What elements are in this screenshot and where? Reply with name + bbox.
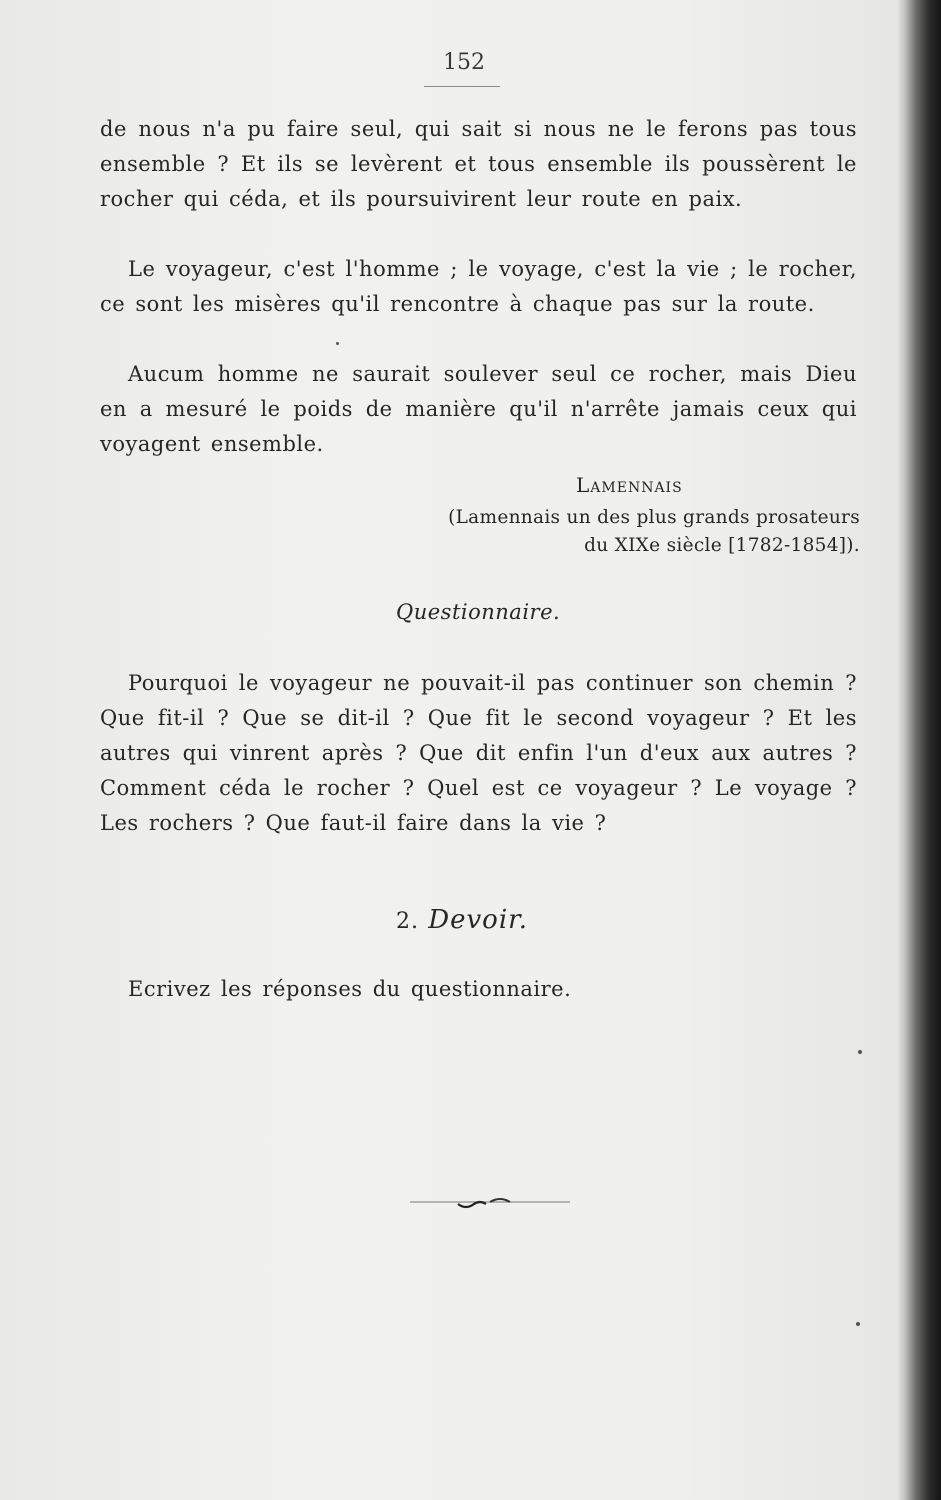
paragraph-2-text: Le voyageur, c'est l'homme ; le voyage, c'est la vie ; le rocher, ce sont les misères qu'il rencontre à chaque pas sur la route. <box>100 257 857 316</box>
paragraph-3 <box>100 357 857 462</box>
paragraph-1 <box>100 112 857 217</box>
devoir-instruction: Ecrivez les réponses du questionnaire. <box>128 977 572 1001</box>
paragraph-2 <box>100 252 857 322</box>
questionnaire-title: Questionnaire. <box>396 600 561 624</box>
author-name: Lamennais <box>576 473 683 497</box>
author-note-line-1: (Lamennais un des plus grands prosateurs <box>448 507 860 528</box>
end-ornament-icon <box>410 1190 570 1220</box>
author-note <box>360 504 860 560</box>
paper-speck <box>856 1322 860 1326</box>
devoir-heading <box>396 905 528 935</box>
devoir-title: Devoir. <box>428 905 528 935</box>
author-note-line-2: du XIXe siècle [1782-1854]). <box>584 535 860 556</box>
book-spine <box>903 0 941 1500</box>
devoir-number: 2. <box>396 909 419 934</box>
page-number-rule <box>424 86 500 87</box>
paragraph-3-text: Aucum homme ne saurait soulever seul ce rocher, mais Dieu en a mesuré le poids de manière qu'il n'arrête jamais ceux qui voyagent ensemble. <box>100 362 857 456</box>
page-number: 152 <box>443 50 485 75</box>
questionnaire-text: Pourquoi le voyageur ne pouvait-il pas continuer son chemin ? Que fit-il ? Que se dit-il ? Que fit le second voyageur ? Et les autres qui vinrent après ? Que dit enfin l'un d'eux aux autres ? Comment céda le rocher ? Quel est ce voyageur ? Le voyage ? Les rochers ? Que faut-il faire dans la vie ? <box>100 671 857 835</box>
paragraph-1-text: de nous n'a pu faire seul, qui sait si nous ne le ferons pas tous ensemble ? Et ils se levèrent et tous ensemble ils poussèrent le rocher qui céda, et ils poursuivirent leur route en paix. <box>100 117 857 211</box>
questionnaire-body <box>100 666 857 841</box>
paper-speck <box>858 1050 862 1054</box>
paper-speck <box>336 342 339 345</box>
